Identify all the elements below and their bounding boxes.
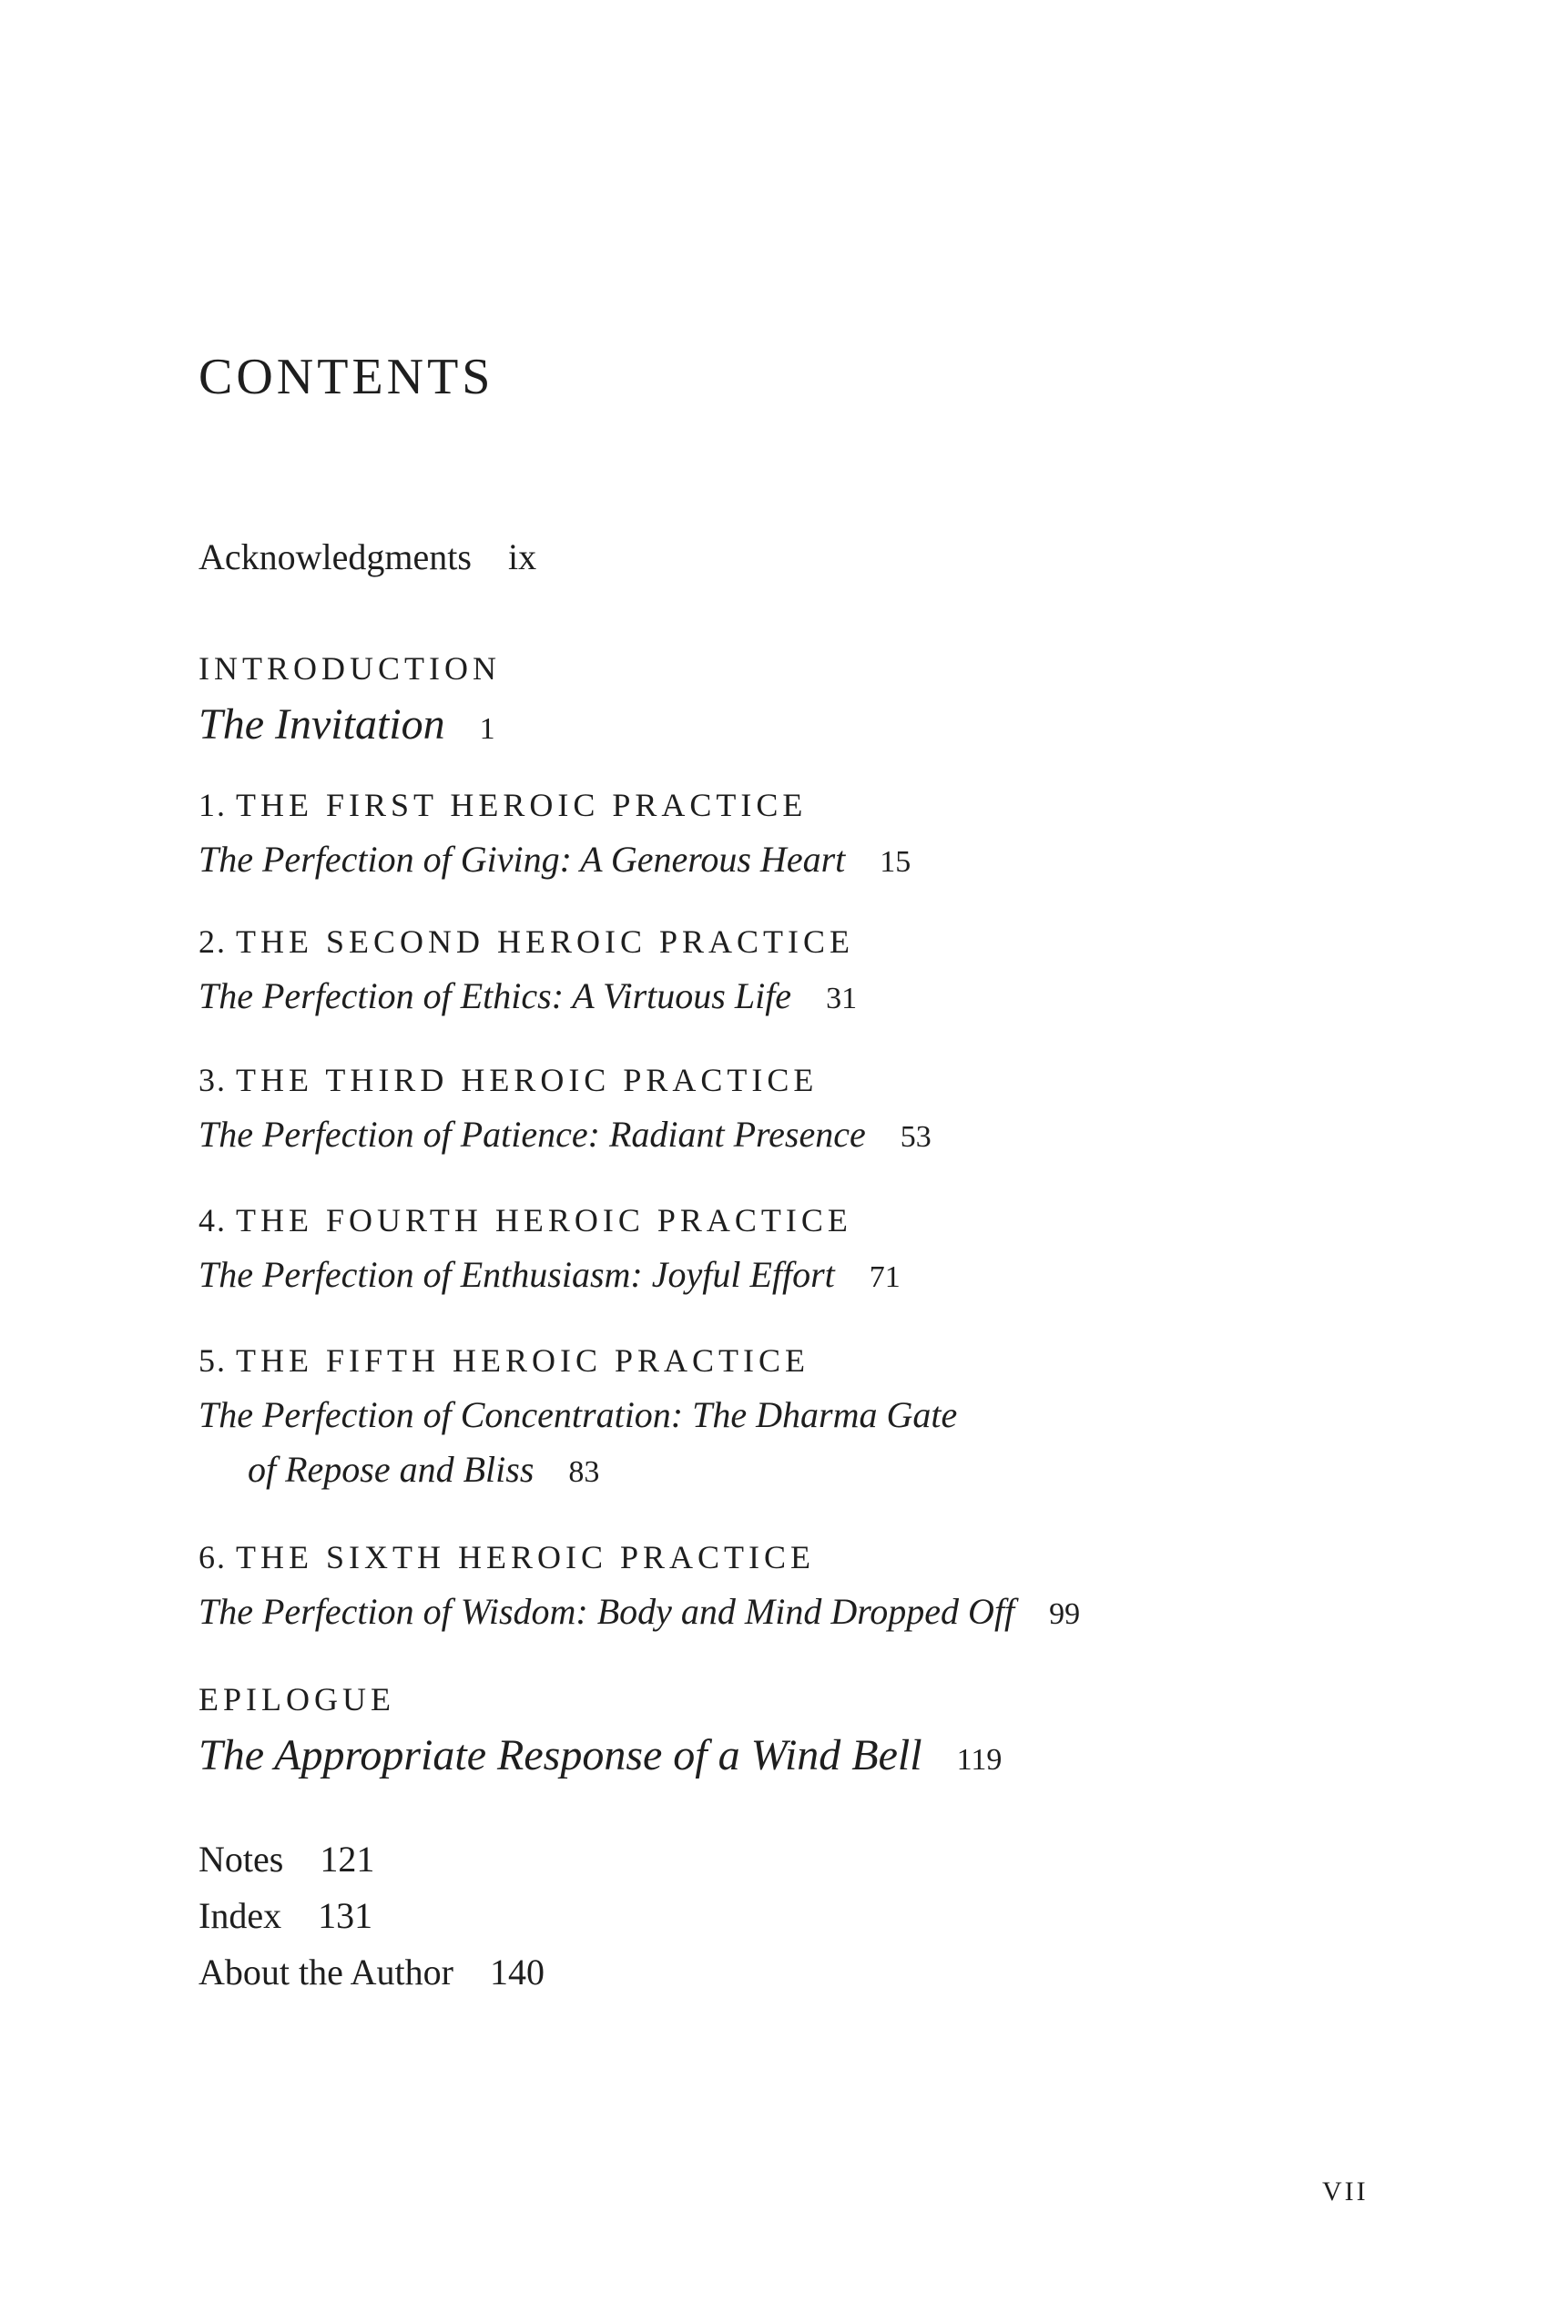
toc-entry-chapter-3	[199, 1060, 932, 1165]
section-label: EPILOGUE	[199, 1681, 395, 1718]
toc-entry-index	[199, 1894, 372, 1937]
chapter-title: The Perfection of Concentration: The Dharma Gate	[199, 1394, 958, 1435]
chapter-label: 4. THE FOURTH HEROIC PRACTICE	[199, 1202, 852, 1238]
toc-page-number: 71	[869, 1260, 901, 1294]
toc-label: Acknowledgments	[199, 536, 472, 577]
section-title: The Appropriate Response of a Wind Bell 119	[199, 1731, 1003, 1779]
toc-entry-chapter-5	[199, 1340, 957, 1500]
toc-entry-epilogue	[199, 1679, 1002, 1788]
toc-page-number: 131	[318, 1895, 373, 1936]
chapter-title: The Perfection of Giving: A Generous Heart 15	[199, 839, 911, 880]
chapter-title: The Perfection of Wisdom: Body and Mind Dropped Off 99	[199, 1591, 1081, 1632]
toc-page-number: 15	[880, 845, 911, 879]
toc-entry-about-the-author	[199, 1951, 545, 1993]
toc-page-number: 99	[1049, 1597, 1081, 1631]
page-folio: VII	[1322, 2176, 1369, 2207]
toc-label: About the Author	[199, 1952, 453, 1993]
chapter-label: 2. THE SECOND HEROIC PRACTICE	[199, 923, 855, 960]
toc-label: Notes	[199, 1839, 284, 1880]
toc-label: Index	[199, 1895, 282, 1936]
toc-entry-acknowledgments	[199, 535, 536, 578]
page-title: CONTENTS	[199, 349, 494, 405]
toc-page-number: 1	[479, 712, 495, 746]
toc-entry-chapter-2	[199, 922, 857, 1026]
chapter-label: 6. THE SIXTH HEROIC PRACTICE	[199, 1539, 815, 1575]
toc-page-number: 31	[826, 982, 858, 1015]
toc-page-number: 53	[900, 1120, 932, 1154]
toc-page-number: 121	[320, 1839, 375, 1880]
chapter-title-continued: of Repose and Bliss 83	[248, 1449, 600, 1490]
toc-entry-chapter-1	[199, 785, 911, 890]
chapter-title: The Perfection of Patience: Radiant Presence 53	[199, 1114, 932, 1155]
toc-page-number: 83	[568, 1455, 600, 1489]
chapter-label: 5. THE FIFTH HEROIC PRACTICE	[199, 1342, 810, 1379]
toc-page-number: ix	[507, 536, 537, 577]
toc-entry-chapter-4	[199, 1200, 901, 1305]
section-label: INTRODUCTION	[199, 650, 501, 687]
toc-page-number: 140	[489, 1952, 545, 1993]
chapter-label: 1. THE FIRST HEROIC PRACTICE	[199, 787, 808, 823]
chapter-title: The Perfection of Ethics: A Virtuous Life 31	[199, 975, 858, 1016]
section-title: The Invitation 1	[199, 700, 495, 749]
toc-entry-introduction	[199, 648, 501, 757]
chapter-label: 3. THE THIRD HEROIC PRACTICE	[199, 1062, 819, 1098]
toc-entry-chapter-6	[199, 1537, 1080, 1642]
chapter-title: The Perfection of Enthusiasm: Joyful Effort 71	[199, 1254, 901, 1295]
toc-entry-notes	[199, 1838, 374, 1881]
toc-page-number: 119	[956, 1743, 1003, 1777]
